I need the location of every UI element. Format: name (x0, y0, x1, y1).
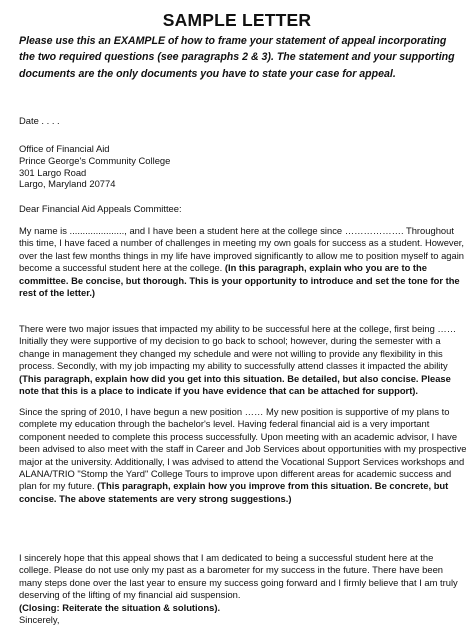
salutation: Dear Financial Aid Appeals Committee: (19, 203, 182, 214)
sign-off: Sincerely, (19, 614, 60, 626)
address-line: Largo, Maryland 20774 (19, 178, 116, 190)
paragraph-note: (In this paragraph, explain who you are to the committee. Be concise, but thorough. This is your opportunity to introduce and set the tone for the rest of the letter.) (19, 262, 460, 299)
paragraph-closing (19, 552, 467, 626)
date-line: Date . . . . (19, 115, 60, 126)
paragraph-improvement (19, 406, 467, 505)
paragraph-text: My name is ....................., and I have been a student here at the college since ………………. Throughout this time, I have faced a number of challenges in meeting my own goals for success as a student. However, over the last few months things in my life have improved significantly to allow me to position myself to again become a successful student here at the college. (19, 225, 465, 274)
address-line: Office of Financial Aid (19, 143, 110, 154)
paragraph-note: (Closing: Reiterate the situation & solutions). (19, 601, 221, 613)
paragraph-situation (19, 323, 467, 397)
paragraph-note: (This paragraph, explain how you improve from this situation. Be concrete, but concise. The above statements are very strong suggestions.) (19, 480, 449, 504)
intro-instructions: Please use this an EXAMPLE of how to frame your statement of appeal incorporating the two required questions (see paragraphs 2 & 3). The statement and your supporting documents are the only documents you have to state your case for appeal. (19, 35, 455, 80)
address-line: 301 Largo Road (19, 166, 87, 178)
paragraph-note: (This paragraph, explain how did you get into this situation. Be detailed, but also concise. Please note that this is a place to indicate if you have evidence that can be attached for support). (19, 372, 451, 397)
letter-title: SAMPLE LETTER (162, 10, 312, 30)
address-line: Prince George's Community College (19, 154, 171, 166)
recipient-address (19, 143, 467, 190)
paragraph-introduction (19, 225, 467, 299)
paragraph-text: I sincerely hope that this appeal shows that I am dedicated to being a successful student here at the college. Please do not use only my past as a barometer for my success in the future. There have been many steps done over the last year to ensure my success going forward and I firmly believe that I am truly deserving of the lifting of my financial aid suspension. (19, 552, 458, 601)
paragraph-text: Since the spring of 2010, I have begun a new position …… My new position is supportive of my plans to complete my education through the bachelor's level. Having federal financial aid is a very important component needed to complete this process successfully. Upon meeting with an academic advisor, I have been advised to also meet with the staff in Career and Job Services about opportunities with my prospective major at the university. Additionally, I was advised to attend the Vocational Support Services workshops and ALANA/TRIO "Stomp the Yard" College Tours to improve upon different areas for academic success and plan for my future. (19, 406, 467, 492)
paragraph-text: There were two major issues that impacted my ability to be successful here at the college, first being …… Initially they were supportive of my decision to go back to school; however, during the semester with a change in management they changed my schedule and were not willing to provide any flexibility in this process. Secondly, with my job impacting my ability to successfully attend classes it impacted the ability (19, 323, 457, 372)
